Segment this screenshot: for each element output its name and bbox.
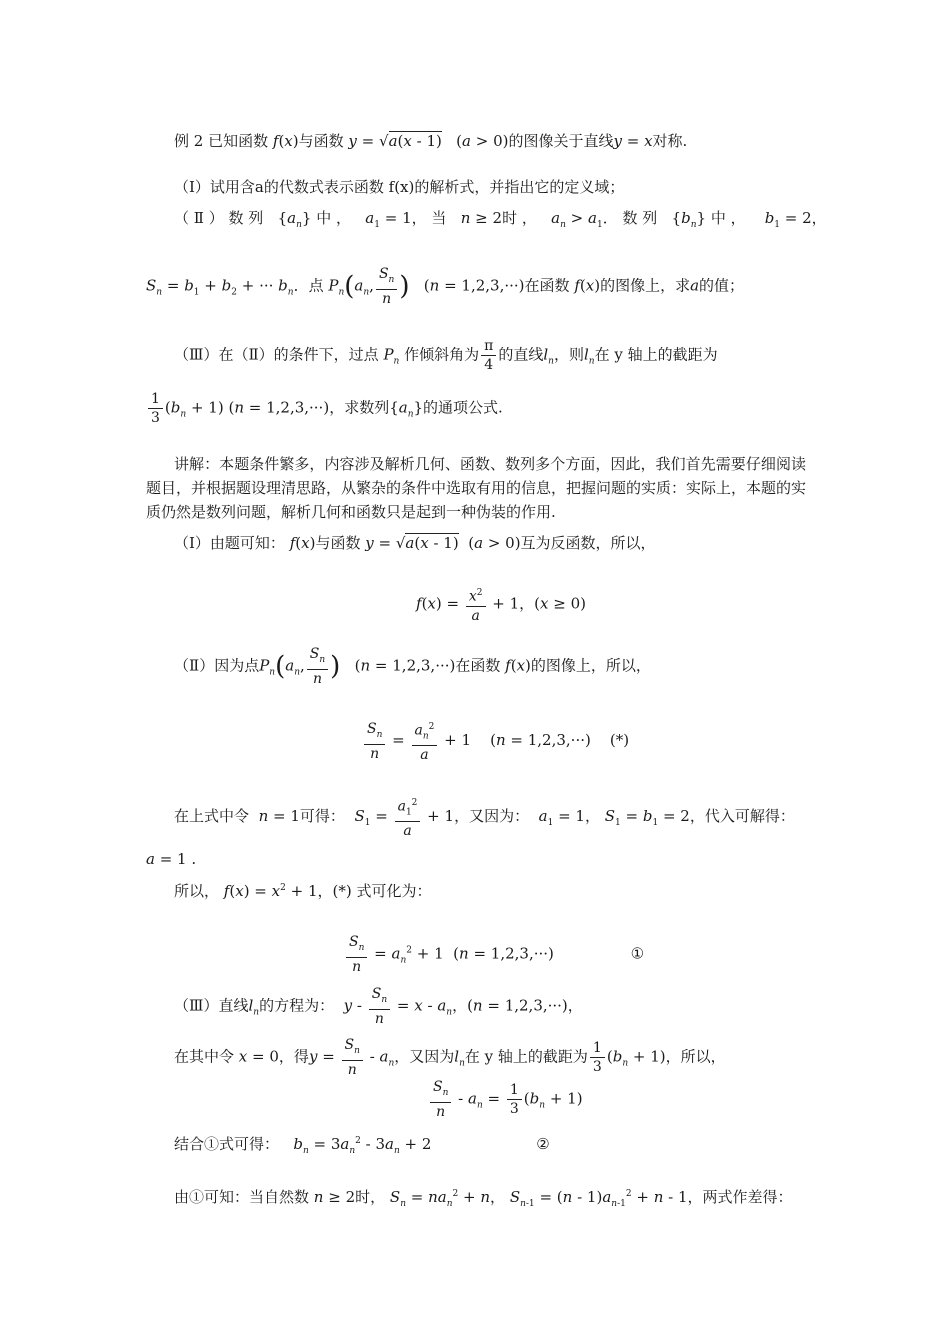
text: 结合①式可得：	[174, 1135, 280, 1153]
solution-step-3: （Ⅲ）直线$l_n$的方程为： y - $\frac{S_n}{n}$ = x - $a_n$，(n = 1,2,3,···)，	[174, 986, 583, 1027]
text: 的方程为：	[259, 996, 335, 1015]
text: ． 数 列	[602, 209, 658, 227]
circle-two: ②	[536, 1135, 550, 1153]
text: ．点	[293, 276, 324, 295]
formula-1: $\frac{S_n}{n}$ = $a_n^2 + 1$ (n = 1,2,3,···) ①	[344, 933, 644, 976]
text: ，两式作差得：	[687, 1188, 793, 1206]
solution-step-last: 由①可知：当自然数 n ≥ 2时， $S_n = na_n^2 + n$， $S_{n-1} = (n - 1)a_{n-1}^2 + n - 1$，两式作差得：	[174, 1188, 793, 1209]
text: 可得：	[299, 807, 345, 826]
text: 作倾斜角为	[404, 345, 480, 364]
part-3-line-1: （Ⅲ）在（Ⅱ）的条件下，过点 $P_n$ 作倾斜角为 $\frac{\pi}{4}$ 的直线$l_n$，则$l_n$在 y 轴上的截距为	[174, 338, 718, 373]
part-3-line-2: $\frac{1}{3}$ $(b_n + 1) (n = 1,2,3,\cdot\cdot\cdot)$，求数列$\{a_n\}$的通项公式.	[146, 390, 503, 427]
text: （Ⅲ）在（Ⅱ）的条件下，过点	[174, 345, 379, 364]
solution-intro: 讲解：本题条件繁多，内容涉及解析几何、函数、数列多个方面，因此，我们首先需要仔细阅读题目，并根据题设理清思路，从繁杂的条件中选取有用的信息，把握问题的实质：实际上，本题的实质仍然是数列问题，解析几何和函数只是起到一种伪装的作用.	[146, 455, 807, 521]
text: （ Ⅱ ） 数 列	[174, 209, 264, 227]
part-2-line-1: （ Ⅱ ） 数 列 $\{a_n\}$ 中 ， $a_1 = 1$， 当 n ≥ 2时 ， $a_n > a_1$． 数 列 $\{b_n\}$ 中 ， $b_1 = 2$，	[174, 209, 827, 230]
text: ，求数列	[329, 398, 390, 417]
text: 例 2 已知函数	[174, 132, 269, 150]
text: 在其中令	[174, 1047, 235, 1066]
solution-step-n1: 在上式中令 n = 1可得： $S_1$ = $\frac{a_1^2}{a}$ + 1，又因为： $a_1 = 1$， $S_1 = b_1 = 2$，代入可解得：	[174, 794, 795, 840]
text: 在 y 轴上的截距为	[594, 345, 718, 364]
text: 时 ，	[502, 209, 537, 227]
formula-star: $\frac{S_n}{n}$ = $\frac{a_n^2}{a}$ + 1 (n = 1,2,3,···) (*)	[362, 718, 629, 764]
example-title: 例 2 已知函数 f(x)与函数 y = √a(x - 1) (a > 0)的图像关于直线y = x对称.	[174, 132, 688, 150]
part-2-line-2: $S_n = b_1 + b_2$ + ··· $b_n$．点 $P_n(a_n$, $\frac{S_n}{n}$ ) (n = 1,2,3,···)在函数 f(x)的图像上，求a的值；	[146, 266, 745, 307]
text: 时，	[355, 1188, 386, 1206]
solution-step-x0: 在其中令 x = 0，得y = $\frac{S_n}{n}$ - $a_n$，又因为$l_n$在 y 轴上的截距为 $\frac{1}{3}$ $(b_n + 1)$，所以，	[174, 1037, 726, 1078]
text: ， 当	[411, 209, 447, 227]
text: （Ⅰ）由题可知：	[174, 534, 285, 552]
text: 对称.	[652, 132, 688, 150]
text: 的图像上，所以，	[530, 656, 651, 675]
text: 的图像关于直线	[508, 132, 614, 150]
solution-step-so: 所以， $f(x) = x^2 + 1$，(*) 式可化为：	[174, 882, 432, 900]
text: ，(*) 式可化为：	[317, 882, 432, 900]
text: 中 ，	[316, 209, 351, 227]
text: 与函数	[315, 534, 361, 552]
text: 的值；	[699, 276, 745, 295]
text: 在函数	[455, 656, 501, 675]
text: （Ⅲ）直线	[174, 996, 249, 1015]
text: ，得	[278, 1047, 309, 1066]
formula-intercept: $\frac{S_n}{n}$ - $a_n$ = $\frac{1}{3}$ $(b_n + 1)$	[428, 1078, 583, 1121]
text: 中 ，	[710, 209, 746, 227]
text: ，又因为	[394, 1047, 455, 1066]
solution-step-combine: 结合①式可得： $b_n = 3a_n^2 - 3a_n + 2$ ②	[174, 1135, 550, 1156]
text: 由①可知：当自然数	[174, 1188, 310, 1206]
text: ，又因为：	[454, 807, 530, 826]
result-a: a = 1 .	[146, 850, 197, 868]
text: （Ⅱ）因为点	[174, 656, 260, 675]
text: 在 y 轴上的截距为	[464, 1047, 588, 1066]
text: 的图像上，求	[600, 276, 691, 295]
text: 的通项公式.	[423, 398, 503, 417]
text: 互为反函数，所以，	[520, 534, 656, 552]
text: ，代入可解得：	[689, 807, 795, 826]
text: 所以，	[174, 882, 220, 900]
text: ，所以，	[665, 1047, 726, 1066]
solution-step-2: （Ⅱ）因为点$P_n(a_n$, $\frac{S_n}{n}$ ) (n = 1,2,3,···)在函数 f(x)的图像上，所以，	[174, 646, 651, 687]
text: 的直线	[498, 345, 544, 364]
star-mark: (*)	[609, 731, 630, 750]
part-1: （Ⅰ）试用含a的代数式表示函数 f(x)的解析式，并指出它的定义域；	[174, 178, 625, 196]
text: 在函数	[524, 276, 570, 295]
text: 与函数	[298, 132, 344, 150]
formula-fx: f(x) = $\frac{x^2}{a}$ + 1，(x ≥ 0)	[416, 584, 586, 625]
solution-step-1: （Ⅰ）由题可知： f(x)与函数 y = √a(x - 1) (a > 0)互为反函数，所以，	[174, 534, 656, 552]
circle-one: ①	[630, 944, 645, 963]
text: 在上式中令	[174, 807, 250, 826]
text: ，则	[553, 345, 584, 364]
